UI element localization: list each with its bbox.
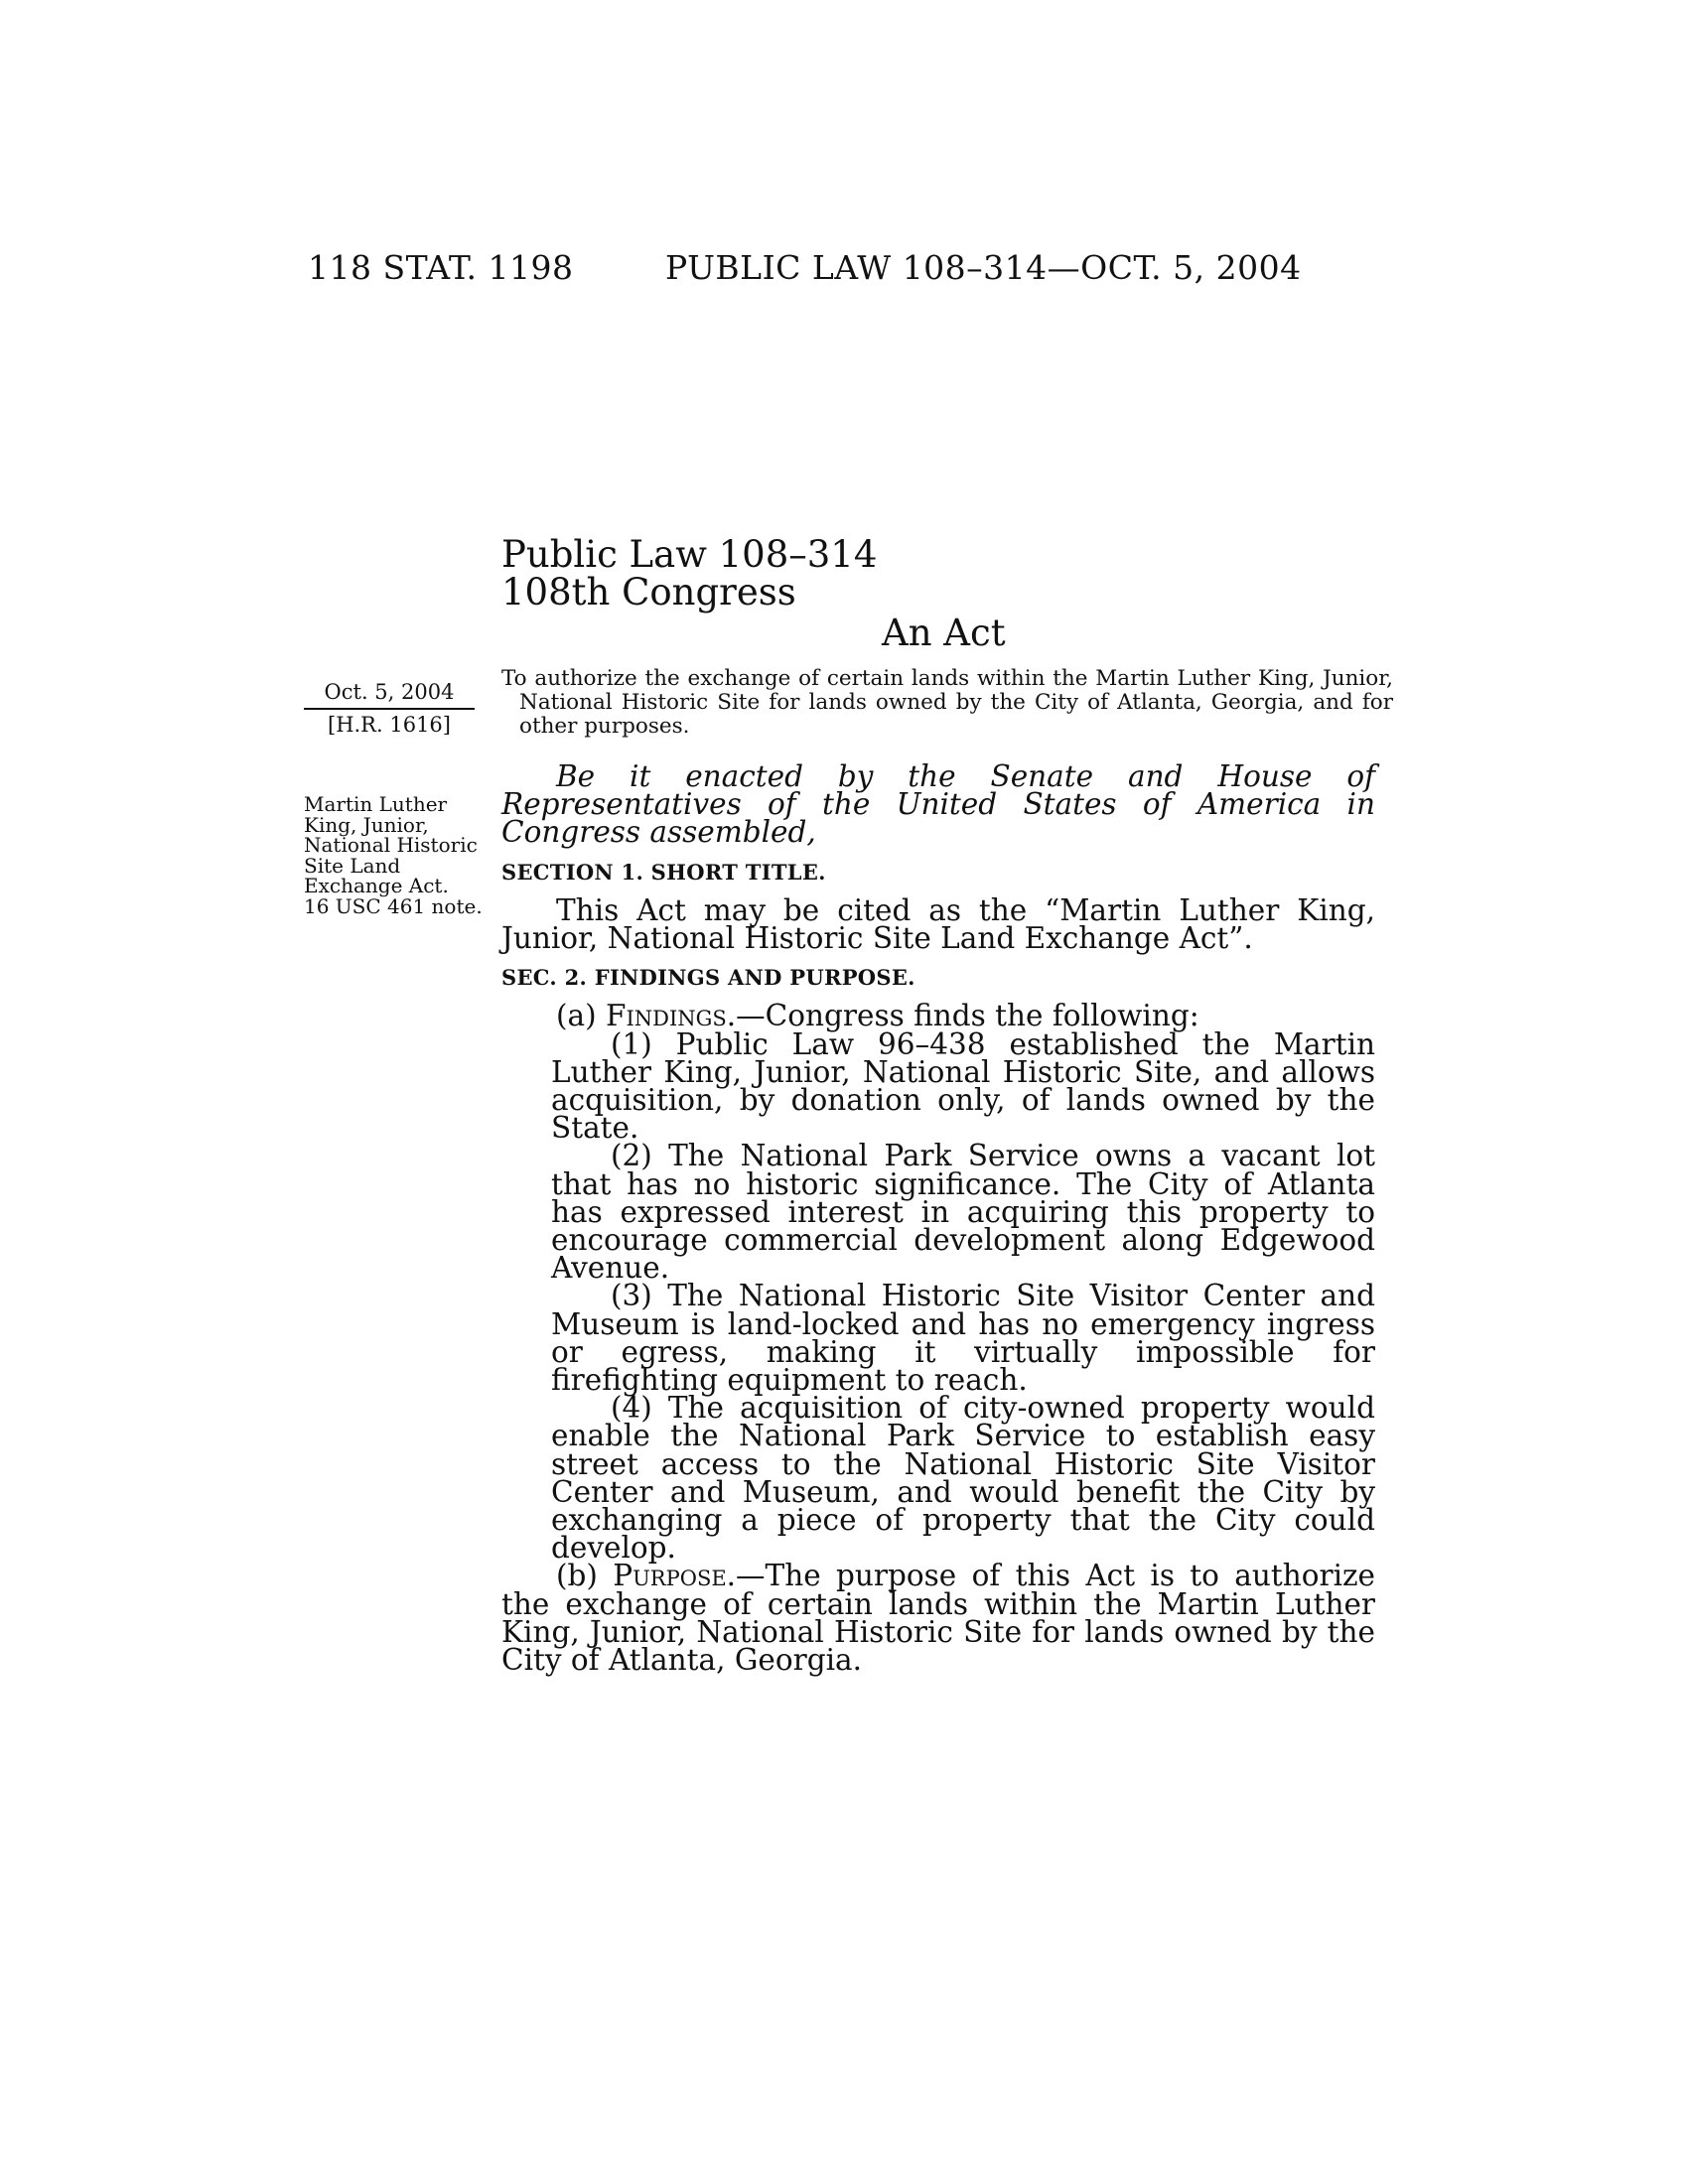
margin-divider xyxy=(304,708,475,710)
purpose-text: .—The purpose of this Act is to authorize the exchange of certain lands within the Martin Luther King, Junior, National Historic Site for lands owned by the City of Atlanta, Georgia. xyxy=(501,1559,1376,1678)
act-body xyxy=(501,759,1376,1678)
sidenote-line: 16 USC 461 note. xyxy=(304,893,483,918)
findings-label: Findings xyxy=(605,999,727,1033)
margin-sidenote xyxy=(304,794,492,917)
sidenote-line: Exchange Act. xyxy=(304,874,449,898)
finding-item: (4) The acquisition of city-owned property would enable the National Park Service to establish easy street access to the National Historic Site Visitor Center and Museum, and would benefit the City by exchanging a piece of property that the City could develop. xyxy=(551,1391,1375,1566)
finding-item: (2) The National Park Service owns a vacant lot that has no historic significance. The City of Atlanta has expressed interest in acquiring this property to encourage commercial development along Edgewood Avenue. xyxy=(551,1139,1375,1286)
findings-prefix: (a) xyxy=(556,999,606,1033)
enacting-clause: Be it enacted by the Senate and House of Representatives of the United States of America in Congress assembled, xyxy=(501,759,1375,850)
finding-item: (1) Public Law 96–438 established the Martin Luther King, Junior, National Historic Site, and allows acquisition, by donation only, of lands owned by the State. xyxy=(551,1026,1375,1146)
section-1-text: This Act may be cited as the “Martin Luther King, Junior, National Historic Site Land Exchange Act”. xyxy=(501,892,1375,956)
an-act-heading: An Act xyxy=(882,612,1006,654)
purpose-label: Purpose xyxy=(613,1559,727,1593)
purpose-paragraph xyxy=(501,1559,1376,1678)
section-2-heading: SEC. 2. FINDINGS AND PURPOSE. xyxy=(501,965,915,991)
findings-intro xyxy=(501,999,1375,1033)
running-head-law-date: PUBLIC LAW 108–314—OCT. 5, 2004 xyxy=(665,248,1302,287)
public-law-title: Public Law 108–314 xyxy=(501,533,878,576)
purpose-prefix: (b) xyxy=(556,1559,614,1593)
sidenote-line: Site Land xyxy=(304,853,401,878)
findings-intro-text: .—Congress finds the following: xyxy=(726,999,1199,1033)
sidenote-line: Martin Luther xyxy=(304,792,448,816)
section-1-heading: SECTION 1. SHORT TITLE. xyxy=(501,859,826,885)
sidenote-line: National Historic xyxy=(304,833,478,858)
sidenote-line: King, Junior, xyxy=(304,812,429,837)
margin-bill-number: [H.R. 1616] xyxy=(328,713,451,737)
finding-item: (3) The National Historic Site Visitor Center and Museum is land-locked and has no emergency ingress or egress, making it virtually impossible for firefighting equipment to reach. xyxy=(551,1279,1375,1398)
running-head-stat: 118 STAT. 1198 xyxy=(308,248,574,287)
long-title: To authorize the exchange of certain lands within the Martin Luther King, Junior, National Historic Site for lands owned by the City of Atlanta, Georgia, and for other purposes. xyxy=(501,666,1393,739)
congress-label: 108th Congress xyxy=(501,571,796,614)
margin-date: Oct. 5, 2004 xyxy=(324,680,455,704)
